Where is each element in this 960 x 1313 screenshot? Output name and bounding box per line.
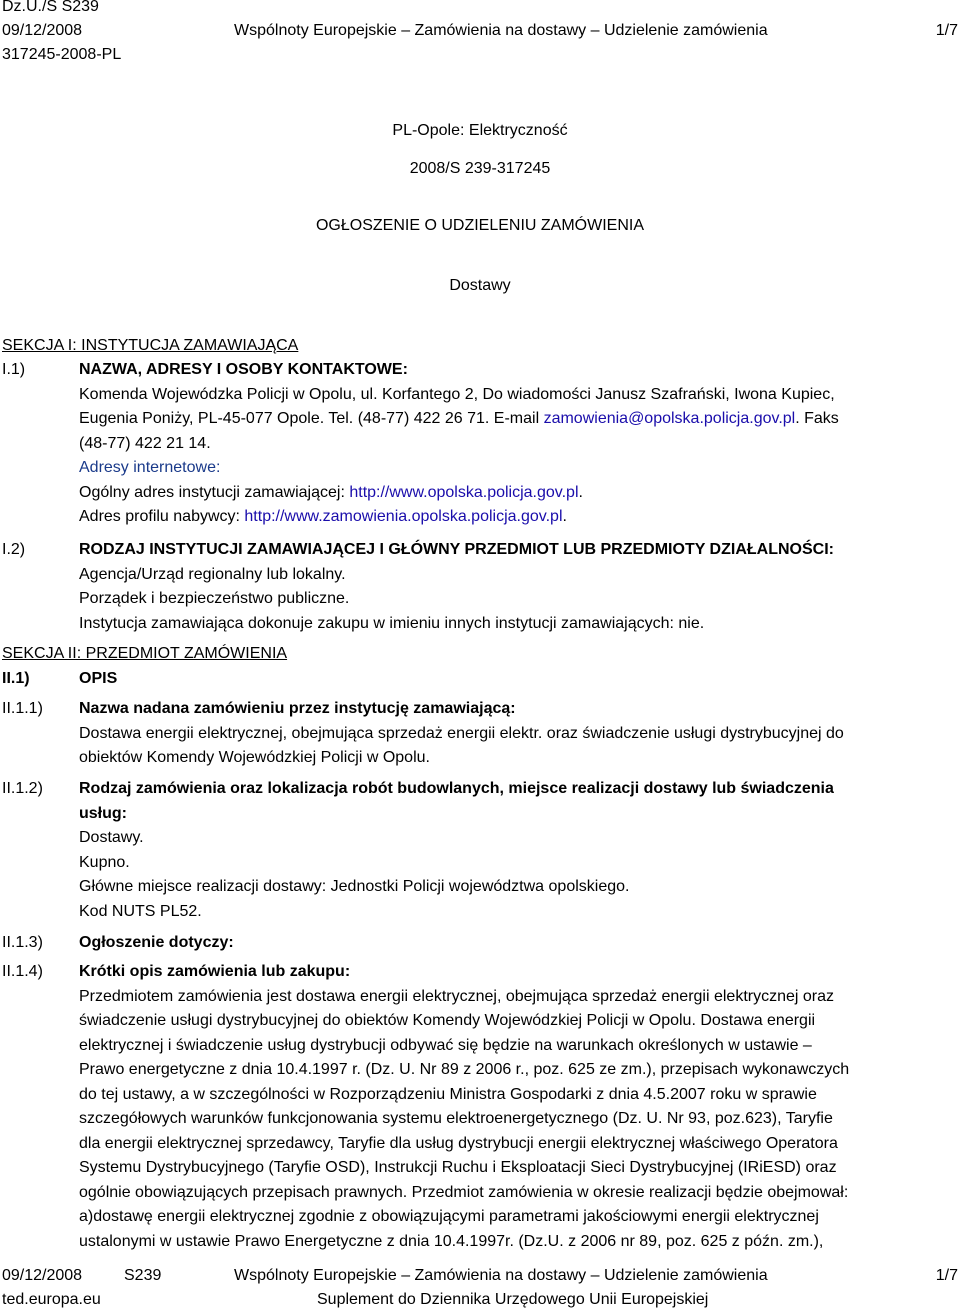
section-number: II.1.1)	[2, 700, 43, 717]
section-number: I.2)	[2, 541, 26, 558]
text-line: Dostawy.	[79, 829, 144, 846]
header-page-number: 1/7	[935, 22, 958, 39]
subsection-title: Ogłoszenie dotyczy:	[79, 934, 234, 951]
section-number: II.1.2)	[2, 780, 43, 797]
subsection-title: RODZAJ INSTYTUCJI ZAMAWIAJĄCEJ I GŁÓWNY PRZEDMIOT LUB PRZEDMIOTY DZIAŁALNOŚCI:	[79, 541, 834, 558]
authority-type-block	[79, 538, 959, 636]
description-line: elektrycznej i świadczenie usług dystrybucji odbywać się będzie na warunkach określonych w ustawie –	[79, 1036, 812, 1054]
buyer-profile-link[interactable]: http://www.zamowienia.opolska.policja.gov.pl	[244, 508, 563, 525]
address-line	[79, 407, 959, 432]
journal-ref: Dz.U./S S239	[2, 0, 99, 15]
contact-block	[79, 358, 959, 530]
notice-type: OGŁOSZENIE O UDZIELENIU ZAMÓWIENIA	[315, 217, 645, 234]
period: .	[578, 483, 583, 501]
section-number: II.1.4)	[2, 963, 43, 980]
footer-supplement: Suplement do Dziennika Urzędowego Unii Europejskiej	[317, 1291, 709, 1308]
header-date: 09/12/2008	[2, 22, 83, 39]
description-line: Systemu Dystrybucyjnego (Taryfie OSD), Instrukcji Ruchu i Eksploatacji Sieci Dystrybucyjnej (IRiESD) oraz	[79, 1159, 837, 1176]
text-line: Kupno.	[79, 853, 130, 871]
notice-number: 2008/S 239-317245	[409, 160, 551, 177]
section-number: II.1)	[2, 670, 30, 687]
address-text: . Faks	[795, 410, 839, 427]
text-line: obiektów Komendy Wojewódzkiej Policji w Opolu.	[79, 749, 430, 766]
description-line: ogólnie obowiązujących przepisach prawnych. Przedmiot zamówienia w okresie realizacji będzie obejmował:	[79, 1183, 849, 1201]
email-link[interactable]: zamowienia@opolska.policja.gov.pl	[543, 410, 796, 427]
general-address-line	[79, 481, 959, 506]
fax-line: (48-77) 422 21 14.	[79, 434, 211, 452]
text-line: Porządek i bezpieczeństwo publiczne.	[79, 590, 350, 607]
contract-type: Dostawy	[449, 277, 511, 294]
notice-title: PL-Opole: Elektryczność	[392, 122, 568, 139]
subsection-title: Nazwa nadana zamówieniu przez instytucję zamawiającą:	[79, 700, 516, 717]
section-1-heading: SEKCJA I: INSTYTUCJA ZAMAWIAJĄCA	[2, 337, 299, 354]
footer-site: ted.europa.eu	[2, 1291, 101, 1308]
period: .	[562, 508, 567, 525]
footer-page-number: 1/7	[935, 1267, 958, 1284]
address-text: Eugenia Poniży, PL-45-077 Opole. Tel. (48-77) 422 26 71. E-mail	[79, 410, 544, 427]
description-line: Przedmiotem zamówienia jest dostawa energii elektrycznej, obejmująca sprzedaż energii elektrycznej oraz	[79, 987, 835, 1005]
buyer-profile-label: Adres profilu nabywcy:	[79, 508, 245, 525]
text-line: Główne miejsce realizacji dostawy: Jednostki Policji województwa opolskiego.	[79, 878, 630, 895]
header-publication: Wspólnoty Europejskie – Zamówienia na dostawy – Udzielenie zamówienia	[234, 22, 768, 39]
section-number: II.1.3)	[2, 934, 43, 951]
text-line: Kod NUTS PL52.	[79, 902, 202, 920]
text-line: Dostawa energii elektrycznej, obejmująca sprzedaż energii elektr. oraz świadczenie usługi dystrybucyjnej do	[79, 724, 844, 742]
short-description-block	[79, 960, 959, 1254]
general-address-link[interactable]: http://www.opolska.policja.gov.pl	[349, 483, 579, 501]
subsection-title: NAZWA, ADRESY I OSOBY KONTAKTOWE:	[79, 361, 408, 378]
description-line: a)dostawę energii elektrycznej zgodnie z obowiązującymi parametrami jakościowymi energii elektrycznej	[79, 1208, 819, 1225]
subsection-title: OPIS	[79, 670, 118, 687]
web-addresses-label: Adresy internetowe:	[79, 459, 221, 476]
subsection-title: Rodzaj zamówienia oraz lokalizacja robót budowlanych, miejsce realizacji dostawy lub świadczenia	[79, 780, 834, 797]
general-address-label: Ogólny adres instytucji zamawiającej:	[79, 483, 350, 501]
footer-publication: Wspólnoty Europejskie – Zamówienia na dostawy – Udzielenie zamówienia	[234, 1267, 768, 1284]
document-id: 317245-2008-PL	[2, 46, 122, 63]
section-2-heading: SEKCJA II: PRZEDMIOT ZAMÓWIENIA	[2, 645, 288, 662]
text-line: Instytucja zamawiająca dokonuje zakupu w imieniu innych instytucji zamawiających: nie.	[79, 614, 705, 632]
description-line: Prawo energetyczne z dnia 10.4.1997 r. (Dz. U. Nr 89 z 2006 r., poz. 625 ze zm.), przepisach wykonawczych	[79, 1061, 850, 1078]
buyer-profile-line	[79, 505, 959, 530]
text-line: Agencja/Urząd regionalny lub lokalny.	[79, 565, 346, 583]
section-number: I.1)	[2, 361, 26, 378]
subsection-title-cont: usług:	[79, 804, 127, 822]
description-line: ustalonymi w ustawie Prawo Energetyczne z dnia 10.4.1997r. (Dz.U. z 2006 nr 89, poz. 625 z późn. zm.),	[79, 1232, 824, 1250]
description-line: do tej ustawy, a w szczególności w Rozporządzeniu Ministra Gospodarki z dnia 4.5.2007 roku w sprawie	[79, 1085, 817, 1103]
footer-series: S239	[124, 1267, 162, 1284]
subsection-title: Krótki opis zamówienia lub zakupu:	[79, 963, 351, 980]
description-line: szczegółowych warunków funkcjonowania systemu elektroenergetycznego (Dz. U. Nr 93, poz.623), Taryfie	[79, 1110, 833, 1127]
address-line: Komenda Wojewódzka Policji w Opolu, ul. Korfantego 2, Do wiadomości Janusz Szafrański, Iwona Kupiec,	[79, 385, 835, 403]
contract-name-block	[79, 697, 959, 771]
footer-date: 09/12/2008	[2, 1267, 83, 1284]
description-line: świadczenie usługi dystrybucyjnej do obiektów Komendy Wojewódzkiej Policji w Opolu. Dostawa energii	[79, 1012, 816, 1029]
contract-type-block	[79, 777, 959, 924]
description-line: dla energii elektrycznej sprzedawcy, Taryfie dla usług dystrybucji energii elektrycznej właściwego Operatora	[79, 1134, 838, 1152]
